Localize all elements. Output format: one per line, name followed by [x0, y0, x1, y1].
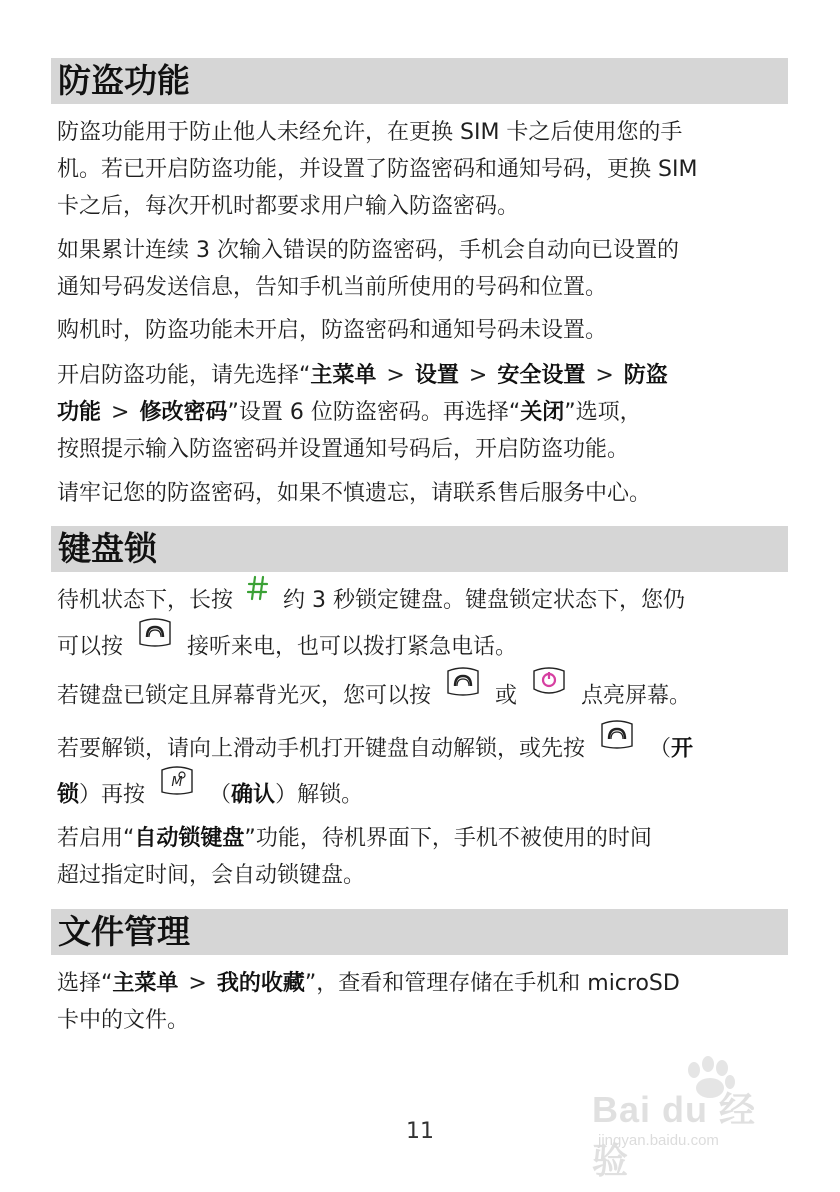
- section-title-anti-theft: 防盗功能: [51, 58, 788, 104]
- text-line: 请牢记您的防盗密码，如果不慎遗忘，请联系售后服务中心。: [57, 481, 652, 506]
- ok-key-icon: [159, 766, 195, 813]
- anti-theft-enable-paragraph: 开启防盗功能，请先选择“主菜单 > 设置 > 安全设置 > 防盗 功能 > 修改密码”设置 6 位防盗密码。再选择“关闭”选项， 按照提示输入防盗密码并设置通知号码后，开启防盗功能。: [57, 357, 787, 468]
- keypad-lock-paragraph-2: 若键盘已锁定且屏幕背光灭，您可以按 或 点亮屏幕。: [57, 673, 787, 719]
- menu-path-anti-theft: 防盗: [623, 363, 668, 388]
- hash-key-icon: [247, 572, 269, 618]
- option-auto-lock: 自动锁键盘: [134, 826, 245, 851]
- anti-theft-remember-paragraph: [57, 475, 787, 512]
- menu-path-security-settings: 安全设置: [497, 363, 586, 388]
- key-name-unlock: 开: [671, 736, 694, 762]
- anti-theft-default-paragraph: [57, 312, 787, 349]
- watermark-logo: Bai du 经验: [592, 1089, 757, 1181]
- file-management-paragraph: 选择“主菜单 > 我的收藏”，查看和管理存储在手机和 microSD 卡中的文件。: [57, 965, 787, 1039]
- send-key-icon: [599, 720, 635, 767]
- section-title-file-management: 文件管理: [51, 909, 788, 955]
- text-line: 按照提示输入防盗密码并设置通知号码后，开启防盗功能。: [57, 437, 630, 462]
- section-title-keypad-lock: 键盘锁: [51, 526, 788, 572]
- keypad-lock-paragraph-3: 若要解锁，请向上滑动手机打开键盘自动解锁，或先按 （开 锁）再按 M （确认）解锁。: [57, 726, 787, 818]
- menu-path-main-menu: 主菜单: [112, 971, 179, 996]
- send-key-icon: [137, 618, 173, 665]
- watermark-url: jingyan.baidu.com: [598, 1132, 719, 1149]
- send-key-icon: [445, 667, 481, 714]
- text-line: 超过指定时间，会自动锁键盘。: [57, 863, 366, 888]
- text-line: 如果累计连续 3 次输入错误的防盗密码，手机会自动向已设置的: [57, 238, 679, 263]
- power-key-icon: [531, 667, 567, 714]
- key-name-confirm: 确认: [231, 782, 276, 808]
- text-line: 机。若已开启防盗功能，并设置了防盗密码和通知号码，更换 SIM: [57, 157, 698, 182]
- anti-theft-warning-paragraph: [57, 232, 787, 306]
- menu-path-settings: 设置: [414, 363, 459, 388]
- key-name-unlock-cont: 锁: [57, 782, 80, 808]
- baidu-watermark: [592, 1062, 792, 1181]
- text-line: 购机时，防盗功能未开启，防盗密码和通知号码未设置。: [57, 318, 608, 343]
- text-line: 卡中的文件。: [57, 1008, 190, 1033]
- menu-path-my-favorites: 我的收藏: [216, 971, 305, 996]
- keypad-lock-paragraph-4: 若启用“自动锁键盘”功能，待机界面下，手机不被使用的时间 超过指定时间，会自动锁键盘。: [57, 820, 787, 894]
- menu-path-function: 功能: [57, 400, 102, 425]
- menu-path-main-menu: 主菜单: [310, 363, 377, 388]
- svg-text:M: M: [171, 775, 183, 790]
- page-number: 11: [406, 1119, 434, 1144]
- anti-theft-intro-paragraph: [57, 114, 787, 225]
- option-close: 关闭: [520, 400, 565, 425]
- text-line: 通知号码发送信息，告知手机当前所使用的号码和位置。: [57, 275, 608, 300]
- keypad-lock-paragraph-1: 待机状态下，长按 约 3 秒锁定键盘。键盘锁定状态下，您仍 可以按 接听来电，也可以拨打紧急电话。: [57, 578, 787, 670]
- text-line: 防盗功能用于防止他人未经允许，在更换 SIM 卡之后使用您的手: [57, 120, 683, 145]
- menu-path-change-password: 修改密码: [139, 400, 228, 425]
- text-line: 卡之后，每次开机时都要求用户输入防盗密码。: [57, 194, 520, 219]
